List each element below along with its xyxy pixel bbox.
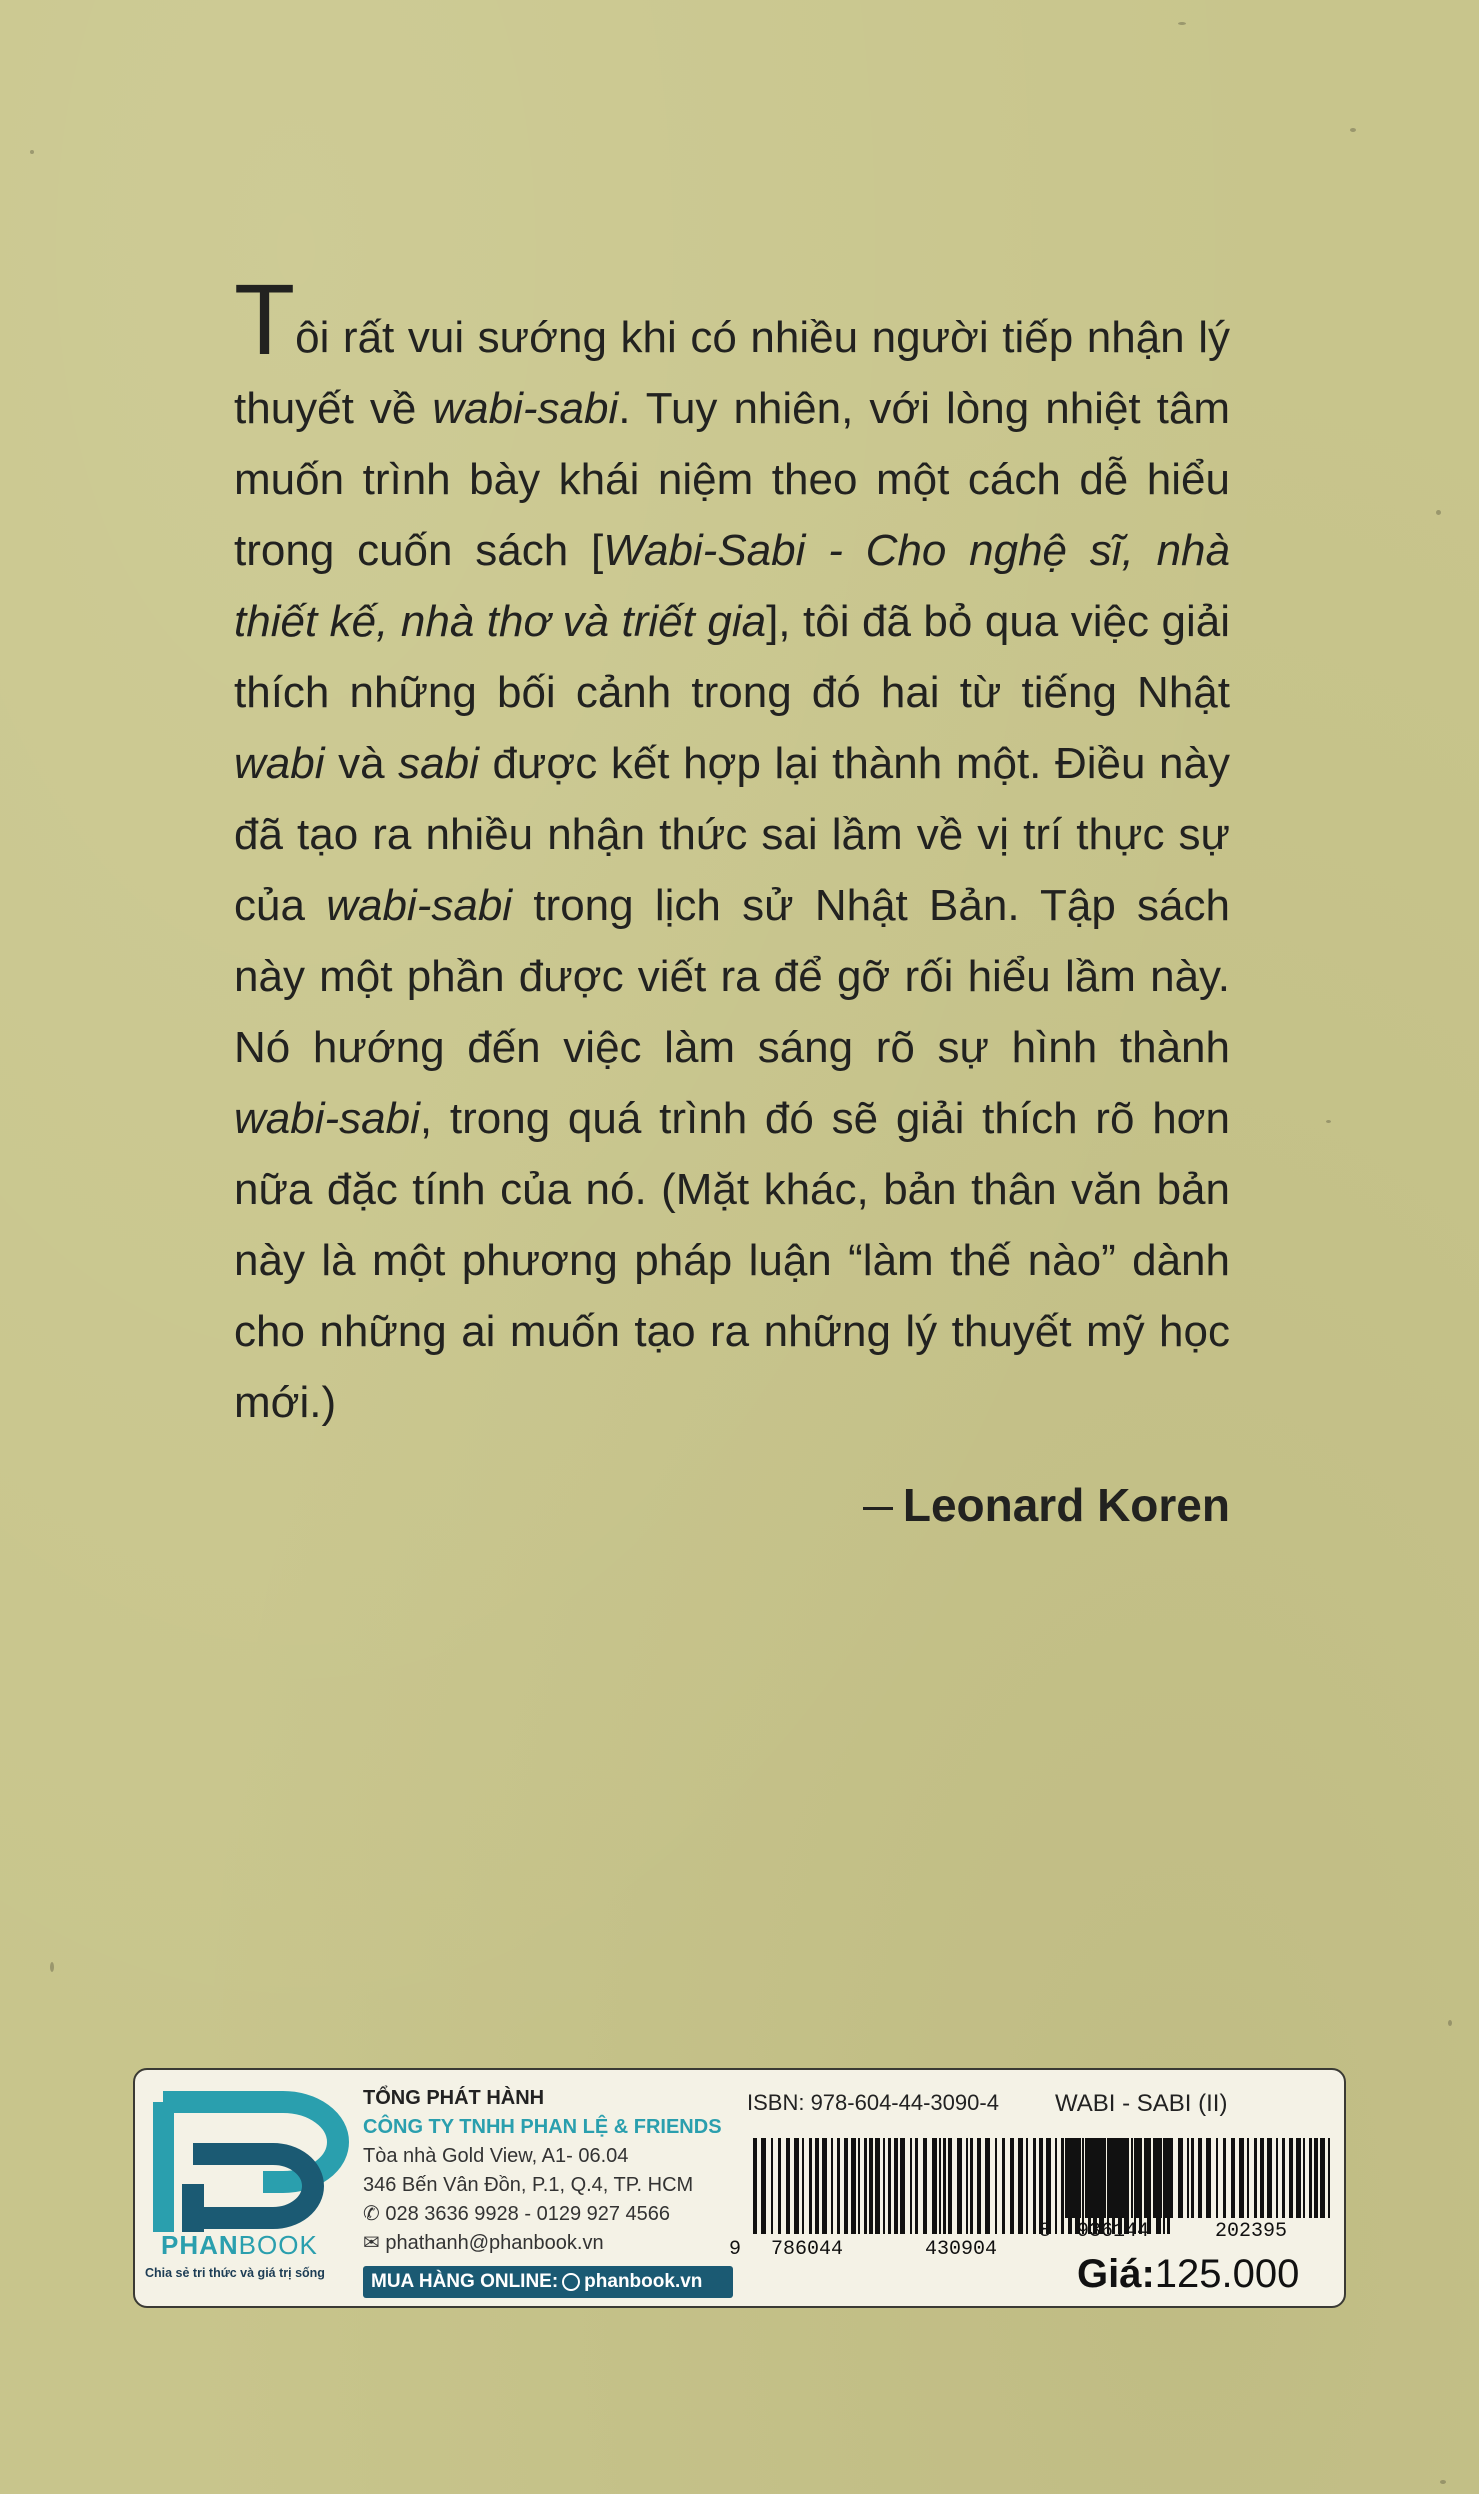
- barcode1-digits-right: 430904: [925, 2238, 998, 2261]
- barcode-bar: [869, 2138, 873, 2234]
- price: [1077, 2252, 1299, 2297]
- phanbook-logo-icon: [153, 2084, 353, 2294]
- barcode-bar: [837, 2138, 840, 2234]
- barcode1-digit-lead: 9: [729, 2238, 742, 2261]
- barcode-bar: [1247, 2138, 1249, 2218]
- barcode-bar: [1216, 2138, 1218, 2218]
- barcode-bar: [1223, 2138, 1226, 2218]
- paper-speck: [1326, 1120, 1331, 1123]
- italic-term: sabi: [398, 739, 479, 788]
- barcode-bar: [1260, 2138, 1264, 2218]
- price-value: 125.000: [1154, 2252, 1300, 2296]
- barcode-bar: [1010, 2138, 1014, 2234]
- barcode-bar: [844, 2138, 848, 2234]
- barcode2-digits-right: 202395: [1215, 2220, 1288, 2243]
- distributor-heading: TỔNG PHÁT HÀNH: [363, 2087, 545, 2109]
- barcode-bar: [985, 2138, 990, 2234]
- barcode-bar: [888, 2138, 891, 2234]
- barcode-bar: [939, 2138, 941, 2234]
- barcode-bar: [1303, 2138, 1305, 2218]
- barcode-bar: [910, 2138, 912, 2234]
- text-run: trong lịch sử Nhật Bản. Tập sách này một phần được viết ra để gỡ rối hiểu lầm này. Nó hướng đến việc làm sáng rõ sự hình thành: [234, 881, 1230, 1072]
- barcode-bar: [1131, 2138, 1133, 2218]
- globe-icon: [562, 2273, 580, 2291]
- barcode-bar: [900, 2138, 905, 2234]
- barcode-bar: [802, 2138, 804, 2234]
- barcode-bar: [1187, 2138, 1189, 2218]
- barcode-bar: [831, 2138, 833, 2234]
- address-line-1: Tòa nhà Gold View, A1- 06.04: [363, 2145, 629, 2167]
- barcode-bar: [1018, 2138, 1023, 2234]
- mail-icon: ✉: [363, 2232, 386, 2254]
- barcode-bar: [1309, 2138, 1312, 2218]
- barcode-bar: [1096, 2138, 1101, 2218]
- barcode-bar: [794, 2138, 799, 2234]
- barcode-bar: [970, 2138, 973, 2234]
- barcode-bar: [1144, 2138, 1148, 2218]
- barcode-bar: [883, 2138, 885, 2234]
- barcode-bar: [1231, 2138, 1235, 2218]
- barcode-bar: [1104, 2138, 1106, 2218]
- barcode-bar: [894, 2138, 898, 2234]
- barcode-bar: [1164, 2138, 1167, 2218]
- barcode-bar: [753, 2138, 757, 2234]
- barcode-bar: [1160, 2138, 1162, 2218]
- italic-term: wabi-sabi: [234, 1094, 420, 1143]
- barcode-bar: [977, 2138, 981, 2234]
- barcode-bar: [1314, 2138, 1318, 2218]
- barcode1-digits-left: 786044: [771, 2238, 844, 2261]
- text-run: ôi rất vui sướng khi có nhiều người tiếp nhận lý thuyết về: [234, 313, 1230, 433]
- paper-speck: [50, 1962, 54, 1972]
- barcode-bar: [1115, 2138, 1119, 2218]
- barcode-bar: [1320, 2138, 1325, 2218]
- barcode-bar: [1254, 2138, 1257, 2218]
- barcode-bar: [1055, 2138, 1057, 2234]
- address-line-2: 346 Bến Vân Đồn, P.1, Q.4, TP. HCM: [363, 2174, 694, 2196]
- barcode-bar: [1178, 2138, 1183, 2218]
- barcode-bar: [778, 2138, 781, 2234]
- phone-number: 028 3636 9928 - 0129 927 4566: [385, 2203, 671, 2225]
- shop-site: phanbook.vn: [584, 2271, 703, 2292]
- barcode-bar: [771, 2138, 773, 2234]
- company-name: CÔNG TY TNHH PHAN LỆ & FRIENDS: [363, 2116, 722, 2138]
- barcode-bar: [1296, 2138, 1301, 2218]
- brand-part-a: PHAN: [161, 2230, 239, 2260]
- italic-term: wabi-sabi: [432, 384, 619, 433]
- barcode-bar: [1072, 2138, 1077, 2218]
- author-name: Leonard Koren: [902, 1479, 1230, 1531]
- barcode-bar: [1282, 2138, 1285, 2218]
- barcode-bar: [1033, 2138, 1036, 2234]
- paper-speck: [1448, 2020, 1452, 2026]
- barcode-bar: [966, 2138, 968, 2234]
- online-shop-banner: [363, 2266, 733, 2298]
- barcode-bar: [1289, 2138, 1293, 2218]
- product-barcode: [1065, 2138, 1335, 2228]
- text-run: và: [324, 739, 399, 788]
- barcode-bar: [1328, 2138, 1330, 2218]
- brand-tagline: Chia sẻ tri thức và giá trị sống: [145, 2266, 325, 2280]
- text-run: được kết hợp lại thành một. Điều này đã tạo ra nhiều nhận thức sai lầm về vị trí thực sự của: [234, 739, 1231, 930]
- barcode-bar: [1065, 2138, 1069, 2218]
- barcode-bar: [1198, 2138, 1202, 2218]
- email-address: phathanh@phanbook.vn: [385, 2232, 604, 2254]
- barcode-bar: [1061, 2138, 1064, 2234]
- dash-mark: [863, 1507, 893, 1510]
- barcode-bar: [1191, 2138, 1194, 2218]
- barcode-bar: [1267, 2138, 1272, 2218]
- brand-part-b: BOOK: [238, 2230, 318, 2260]
- barcode-bar: [864, 2138, 867, 2234]
- barcode-bar: [915, 2138, 918, 2234]
- barcode-bar: [858, 2138, 860, 2234]
- barcode-bar: [1026, 2138, 1028, 2234]
- barcode2-digit-lead: 8: [1039, 2220, 1052, 2243]
- barcode-bar: [1121, 2138, 1126, 2218]
- text-run: ], tôi đã bỏ qua việc giải thích những bối cảnh trong đó hai từ tiếng Nhật: [234, 597, 1230, 717]
- barcode-bar: [761, 2138, 766, 2234]
- paper-speck: [1350, 128, 1356, 132]
- barcode-bar: [1239, 2138, 1244, 2218]
- text-run: , trong quá trình đó sẽ giải thích rõ hơn nữa đặc tính của nó. (Mặt khác, bản thân văn bản này là một phương pháp luận “làm thế nào” dành cho những ai muốn tạo ra những lý thuyết mỹ học mới.): [234, 1094, 1230, 1427]
- barcode-bar: [932, 2138, 937, 2234]
- barcode-bar: [875, 2138, 880, 2234]
- barcode-bar: [851, 2138, 856, 2234]
- barcode-bar: [1090, 2138, 1094, 2218]
- drop-cap: T: [234, 264, 296, 376]
- barcode-bar: [995, 2138, 997, 2234]
- barcode-bar: [1206, 2138, 1211, 2218]
- barcode-bar: [809, 2138, 812, 2234]
- barcode-bar: [1136, 2138, 1139, 2218]
- phone-line: [363, 2200, 722, 2229]
- italic-term: wabi-sabi: [326, 881, 513, 930]
- paper-speck: [1436, 510, 1441, 515]
- author-signature: [234, 1478, 1230, 1532]
- isbn-text: ISBN: 978-604-44-3090-4: [747, 2090, 999, 2115]
- barcode-bar: [943, 2138, 946, 2234]
- barcode-bar: [948, 2138, 952, 2234]
- barcode-bar: [1153, 2138, 1158, 2218]
- barcode-bar: [822, 2138, 827, 2234]
- barcode-bar: [923, 2138, 927, 2234]
- barcode-bar: [815, 2138, 819, 2234]
- barcode-bar: [1109, 2138, 1112, 2218]
- shop-label: MUA HÀNG ONLINE:: [371, 2271, 559, 2292]
- phone-icon: ✆: [363, 2203, 386, 2225]
- italic-term: Wabi-Sabi - Cho nghệ sĩ, nhà thiết kế, nhà thơ và triết gia: [234, 526, 1230, 646]
- barcode-bar: [1002, 2138, 1005, 2234]
- paper-speck: [1178, 22, 1186, 25]
- barcode-bar: [1276, 2138, 1278, 2218]
- barcode-bar: [1079, 2138, 1081, 2218]
- blurb-paragraph: [234, 264, 1231, 1438]
- barcode-bar: [1169, 2138, 1173, 2218]
- series-title: WABI - SABI (II): [1055, 2090, 1228, 2117]
- italic-term: wabi: [234, 739, 325, 788]
- barcode-bar: [1085, 2138, 1088, 2218]
- email-line: [363, 2229, 722, 2258]
- brand-name: [161, 2230, 318, 2261]
- distributor-info: [363, 2084, 722, 2258]
- publisher-info-panel: [133, 2068, 1346, 2308]
- text-run: . Tuy nhiên, với lòng nhiệt tâm muốn trình bày khái niệm theo một cách dễ hiểu trong cuốn sách [: [234, 384, 1231, 575]
- barcode2-digits-left: 936144: [1077, 2220, 1150, 2243]
- price-label: Giá:: [1077, 2252, 1155, 2296]
- paper-speck: [30, 150, 34, 154]
- barcode-bar: [786, 2138, 790, 2234]
- paper-speck: [1440, 2480, 1446, 2484]
- barcode-bar: [957, 2138, 962, 2234]
